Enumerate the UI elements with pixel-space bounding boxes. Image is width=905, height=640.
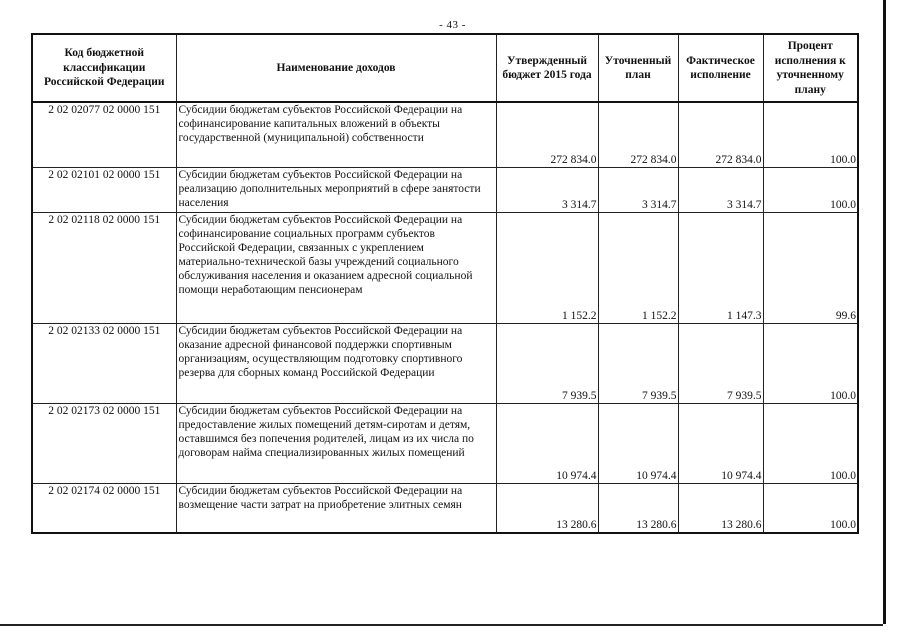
header-approved-budget: Утвержденный бюджет 2015 года <box>496 34 598 102</box>
revenue-name: Субсидии бюджетам субъектов Российской Федерации на реализацию дополнительных мероприятий в сфере занятости населения <box>176 168 496 213</box>
actual-value: 1 147.3 <box>678 213 763 324</box>
actual-value: 272 834.0 <box>678 102 763 168</box>
header-budget-code: Код бюджетной классификации Российской Федерации <box>32 34 176 102</box>
budget-code: 2 02 02133 02 0000 151 <box>32 324 176 404</box>
refined-value: 13 280.6 <box>598 484 678 534</box>
table-row <box>32 404 858 484</box>
budget-code: 2 02 02173 02 0000 151 <box>32 404 176 484</box>
header-revenue-name: Наименование доходов <box>176 34 496 102</box>
table-header-row <box>32 34 858 102</box>
actual-value: 13 280.6 <box>678 484 763 534</box>
actual-value: 10 974.4 <box>678 404 763 484</box>
approved-value: 13 280.6 <box>496 484 598 534</box>
page-number: - 43 - <box>439 19 466 31</box>
scan-edge-right <box>883 0 886 640</box>
table-row <box>32 484 858 534</box>
percent-value: 100.0 <box>763 404 858 484</box>
scan-corner <box>883 624 905 640</box>
header-execution-percent: Процент исполнения к уточненному плану <box>763 34 858 102</box>
scan-edge-bottom <box>0 624 905 626</box>
table-row <box>32 213 858 324</box>
budget-code: 2 02 02077 02 0000 151 <box>32 102 176 168</box>
header-actual-execution: Фактическое исполнение <box>678 34 763 102</box>
revenue-name: Субсидии бюджетам субъектов Российской Федерации на предоставление жилых помещений детям-сиротам и детям, оставшимся без попечения родителей, лицам из их числа по договорам найма специализированных жилых помещений <box>176 404 496 484</box>
actual-value: 7 939.5 <box>678 324 763 404</box>
revenue-name: Субсидии бюджетам субъектов Российской Федерации на оказание адресной финансовой поддержки спортивным организациям, осуществляющим подготовку спортивного резерва для сборных команд Российской Федерации <box>176 324 496 404</box>
approved-value: 3 314.7 <box>496 168 598 213</box>
approved-value: 7 939.5 <box>496 324 598 404</box>
revenue-name: Субсидии бюджетам субъектов Российской Федерации на возмещение части затрат на приобретение элитных семян <box>176 484 496 534</box>
table-row <box>32 168 858 213</box>
actual-value: 3 314.7 <box>678 168 763 213</box>
table-row <box>32 324 858 404</box>
percent-value: 100.0 <box>763 168 858 213</box>
refined-value: 10 974.4 <box>598 404 678 484</box>
budget-code: 2 02 02174 02 0000 151 <box>32 484 176 534</box>
percent-value: 100.0 <box>763 102 858 168</box>
approved-value: 10 974.4 <box>496 404 598 484</box>
approved-value: 1 152.2 <box>496 213 598 324</box>
revenue-name: Субсидии бюджетам субъектов Российской Федерации на софинансирование капитальных вложений в объекты государственной (муниципальной) собственности <box>176 102 496 168</box>
revenue-table <box>31 33 859 534</box>
revenue-name: Субсидии бюджетам субъектов Российской Федерации на софинансирование социальных программ субъектов Российской Федерации, связанных с укреплением материально-технической базы учреждений социального обслуживания населения и оказанием адресной социальной помощи неработающим пенсионерам <box>176 213 496 324</box>
percent-value: 100.0 <box>763 324 858 404</box>
table-row <box>32 102 858 168</box>
approved-value: 272 834.0 <box>496 102 598 168</box>
revenue-table-container <box>31 33 857 534</box>
refined-value: 1 152.2 <box>598 213 678 324</box>
budget-code: 2 02 02118 02 0000 151 <box>32 213 176 324</box>
refined-value: 3 314.7 <box>598 168 678 213</box>
refined-value: 272 834.0 <box>598 102 678 168</box>
header-refined-plan: Уточненный план <box>598 34 678 102</box>
budget-code: 2 02 02101 02 0000 151 <box>32 168 176 213</box>
refined-value: 7 939.5 <box>598 324 678 404</box>
percent-value: 99.6 <box>763 213 858 324</box>
percent-value: 100.0 <box>763 484 858 534</box>
